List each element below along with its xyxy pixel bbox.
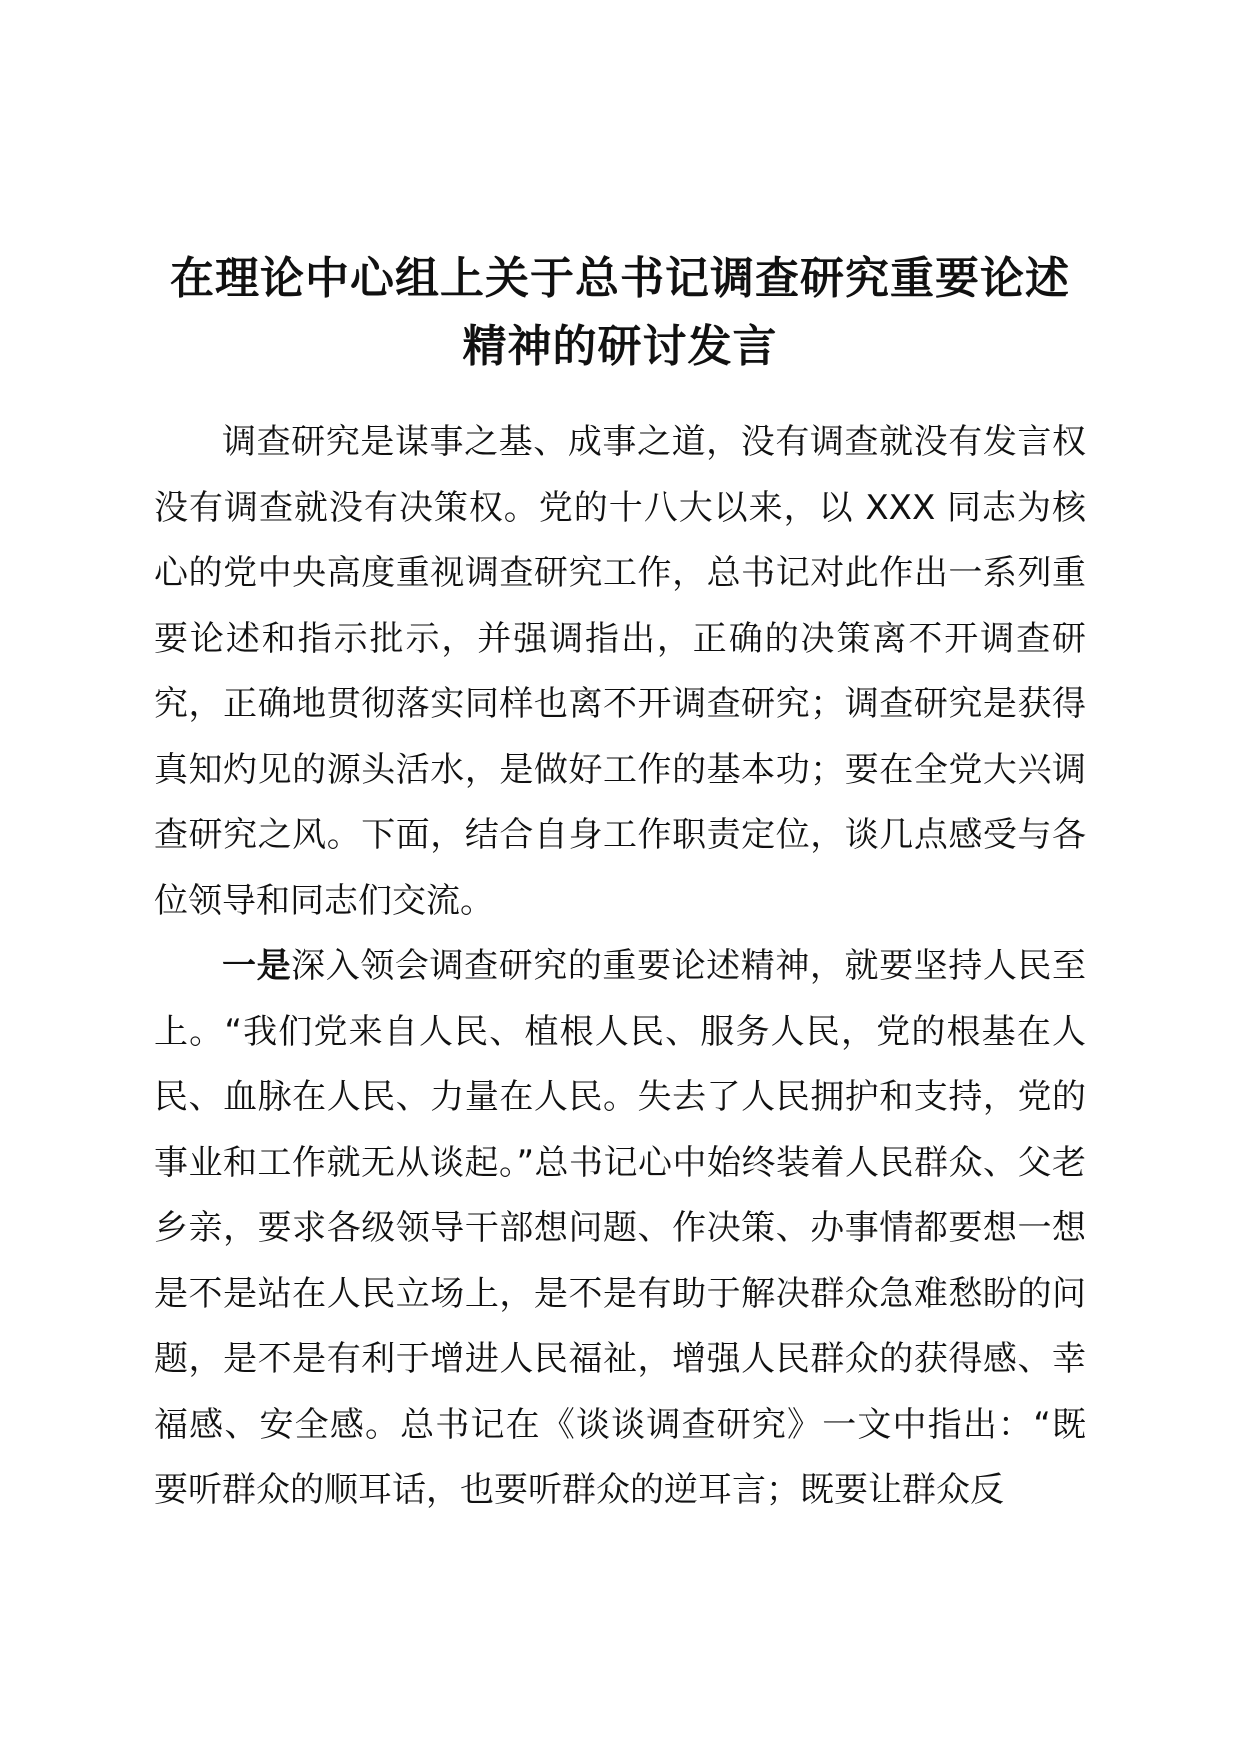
document-title [150, 245, 1090, 381]
document-body [154, 410, 1086, 1524]
title-line-1: 在理论中心组上关于总书记调查研究重要论述 [170, 253, 1070, 304]
paragraph-text: 深入领会调查研究的重要论述精神，就要坚持人民至上。“我们党来自人民、植根人民、服务人民，党的根基在人民、血脉在人民、力量在人民。失去了人民拥护和支持，党的事业和工作就无从谈起。”总书记心中始终装着人民群众、父老乡亲，要求各级领导干部想问题、作决策、办事情都要想一想是不是站在人民立场上，是不是有助于解决群众急难愁盼的问题，是不是有利于增进人民福祉，增强人民群众的获得感、幸福感、安全感。总书记在《谈谈调查研究》一文中指出：“既要听群众的顺耳话，也要听群众的逆耳言；既要让群众反 [154, 946, 1087, 1510]
paragraph-point-one [154, 934, 1086, 1524]
paragraph-text: 调查研究是谋事之基、成事之道，没有调查就没有发言权没有调查就没有决策权。党的十八大以来，以 XXX 同志为核心的党中央高度重视调查研究工作，总书记对此作出一系列重要论述和指示批示，并强调指出，正确的决策离不开调查研究，正确地贯彻落实同样也离不开调查研究；调查研究是获得真知灼见的源头活水，是做好工作的基本功；要在全党大兴调查研究之风。下面，结合自身工作职责定位，谈几点感受与各位领导和同志们交流。 [154, 422, 1086, 921]
title-line-2: 精神的研讨发言 [462, 321, 778, 372]
paragraph-intro [154, 410, 1086, 934]
paragraph-lead: 一是 [222, 946, 292, 986]
